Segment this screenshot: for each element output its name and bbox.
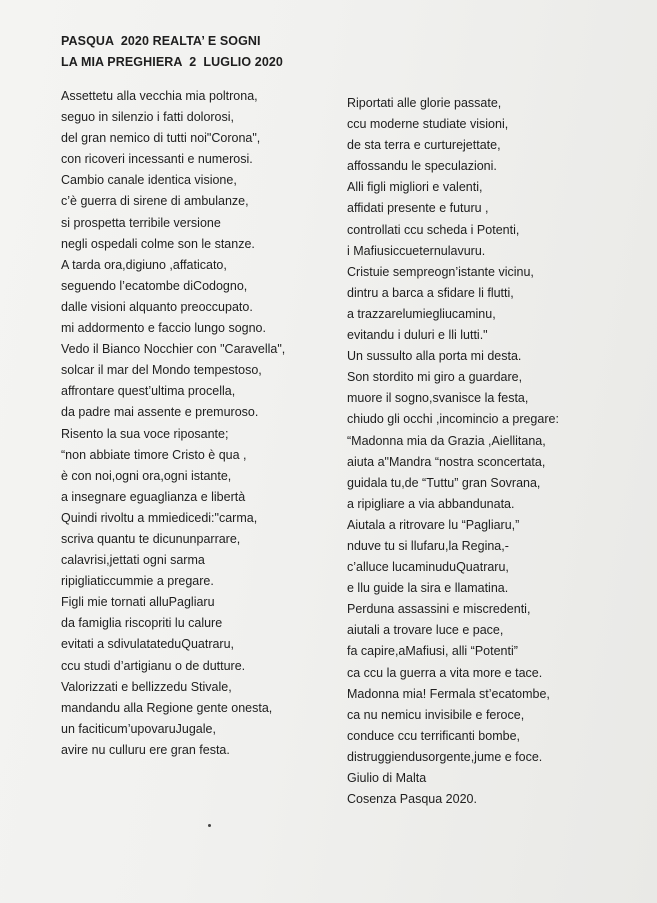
- ink-speck: [208, 824, 211, 827]
- poem-line: ca ccu la guerra a vita more e tace.: [347, 665, 543, 680]
- poem-line: scriva quantu te dicununparrare,: [61, 531, 241, 546]
- poem-line: un faciticum’upovaruJugale,: [61, 721, 216, 736]
- poem-line: i Mafiusiccueternulavuru.: [347, 243, 486, 258]
- poem-line: Risento la sua voce riposante;: [61, 426, 229, 441]
- poem-line: Son stordito mi giro a guardare,: [347, 370, 523, 385]
- poem-line: aiuta a"Mandra “nostra sconcertata,: [347, 454, 546, 469]
- poem-line: Quindi rivoltu a mmiedicedi:"carma,: [61, 510, 258, 525]
- poem-line: Valorizzati e bellizzedu Stivale,: [61, 679, 232, 694]
- poem-line: con ricoveri incessanti e numerosi.: [61, 152, 253, 167]
- poem-line: mandandu alla Regione gente onesta,: [61, 700, 273, 715]
- poem-line: Giulio di Malta: [347, 771, 427, 785]
- poem-line: e llu guide la sira e llamatina.: [347, 581, 509, 596]
- poem-line: Assettetu alla vecchia mia poltrona,: [61, 89, 258, 103]
- poem-line: c’alluce lucaminuduQuatraru,: [347, 560, 509, 575]
- poem-line: Perduna assassini e miscredenti,: [347, 602, 531, 617]
- poem-line: avire nu culluru ere gran festa.: [61, 742, 230, 757]
- poem-line: solcar il mar del Mondo tempestoso,: [61, 363, 262, 378]
- poem-line: dintru a barca a sfidare li flutti,: [347, 285, 514, 300]
- title-line-2: LA MIA PREGHIERA 2 LUGLIO 2020: [61, 55, 283, 69]
- poem-line: evitandu i duluri e lli lutti.": [347, 328, 488, 343]
- poem-line: a ripigliare a via abbandunata.: [347, 496, 515, 511]
- poem-line: dalle visioni alquanto preoccupato.: [61, 299, 253, 314]
- poem-line: è con noi,ogni ora,ogni istante,: [61, 468, 232, 483]
- title-line-1: PASQUA 2020 REALTA’ E SOGNI: [61, 34, 261, 48]
- poem-line: “Madonna mia da Grazia ,Aiellitana,: [347, 433, 546, 448]
- poem-line: Madonna mia! Fermala st’ecatombe,: [347, 686, 550, 701]
- poem-line: affossandu le speculazioni.: [347, 159, 497, 174]
- poem-line: chiudo gli occhi ,incomincio a pregare:: [347, 412, 559, 427]
- poem-line: c’è guerra di sirene di ambulanze,: [61, 194, 249, 209]
- poem-line: fa capire,aMafiusi, alli “Potenti”: [347, 644, 518, 659]
- poem-line: ripigliaticcummie a pregare.: [61, 574, 214, 589]
- poem-line: Cambio canale identica visione,: [61, 173, 237, 188]
- poem-line: A tarda ora,digiuno ,affaticato,: [61, 257, 227, 272]
- poem-line: ca nu nemicu invisibile e feroce,: [347, 707, 525, 722]
- poem-line: Cristuie sempreogn’istante vicinu,: [347, 264, 534, 279]
- poem-line: “non abbiate timore Cristo è qua ,: [61, 447, 247, 462]
- poem-line: ccu studi d’artigianu o de dutture.: [61, 658, 246, 673]
- poem-line: affidati presente e futuru ,: [347, 201, 489, 216]
- poem-line: evitati a sdivulatateduQuatraru,: [61, 637, 235, 652]
- poem-line: Figli mie tornati alluPagliaru: [61, 595, 215, 610]
- poem-line: da famiglia riscopriti lu calure: [61, 616, 223, 631]
- poem-line: Aiutala a ritrovare lu “Pagliaru,”: [347, 517, 520, 532]
- poem-line: da padre mai assente e premuroso.: [61, 405, 259, 420]
- poem-line: calavrisi,jettati ogni sarma: [61, 553, 205, 568]
- poem-line: Un sussulto alla porta mi desta.: [347, 349, 522, 364]
- poem-line: a trazzarelumiegliucaminu,: [347, 306, 496, 321]
- poem-line: Vedo il Bianco Nocchier con "Caravella",: [61, 342, 286, 357]
- poem-line: mi addormento e faccio lungo sogno.: [61, 321, 266, 336]
- poem-line: Riportati alle glorie passate,: [347, 96, 502, 110]
- poem-line: de sta terra e curturejettate,: [347, 138, 501, 153]
- poem-line: del gran nemico di tutti noi"Corona",: [61, 131, 261, 146]
- poem-line: Cosenza Pasqua 2020.: [347, 792, 477, 807]
- poem-line: Alli figli migliori e valenti,: [347, 180, 483, 195]
- poem-line: controllati ccu scheda i Potenti,: [347, 222, 520, 237]
- poem-left-column: [61, 86, 285, 761]
- poem-line: si prospetta terribile versione: [61, 215, 221, 230]
- document-header: [61, 31, 283, 73]
- poem-line: aiutali a trovare luce e pace,: [347, 623, 504, 638]
- poem-line: a insegnare eguaglianza e libertà: [61, 489, 246, 504]
- poem-line: ccu moderne studiate visioni,: [347, 117, 509, 132]
- poem-line: distruggiendusorgente,jume e foce.: [347, 749, 543, 764]
- poem-line: seguo in silenzio i fatti dolorosi,: [61, 110, 235, 125]
- poem-line: negli ospedali colme son le stanze.: [61, 236, 255, 251]
- poem-line: conduce ccu terrificanti bombe,: [347, 728, 521, 743]
- poem-right-column: [347, 93, 559, 810]
- poem-line: affrontare quest’ultima procella,: [61, 384, 236, 399]
- poem-line: guidala tu,de “Tuttu” gran Sovrana,: [347, 475, 541, 490]
- poem-line: nduve tu si llufaru,la Regina,-: [347, 538, 509, 553]
- poem-line: muore il sogno,svanisce la festa,: [347, 391, 529, 406]
- poem-line: seguendo l’ecatombe diCodogno,: [61, 278, 248, 293]
